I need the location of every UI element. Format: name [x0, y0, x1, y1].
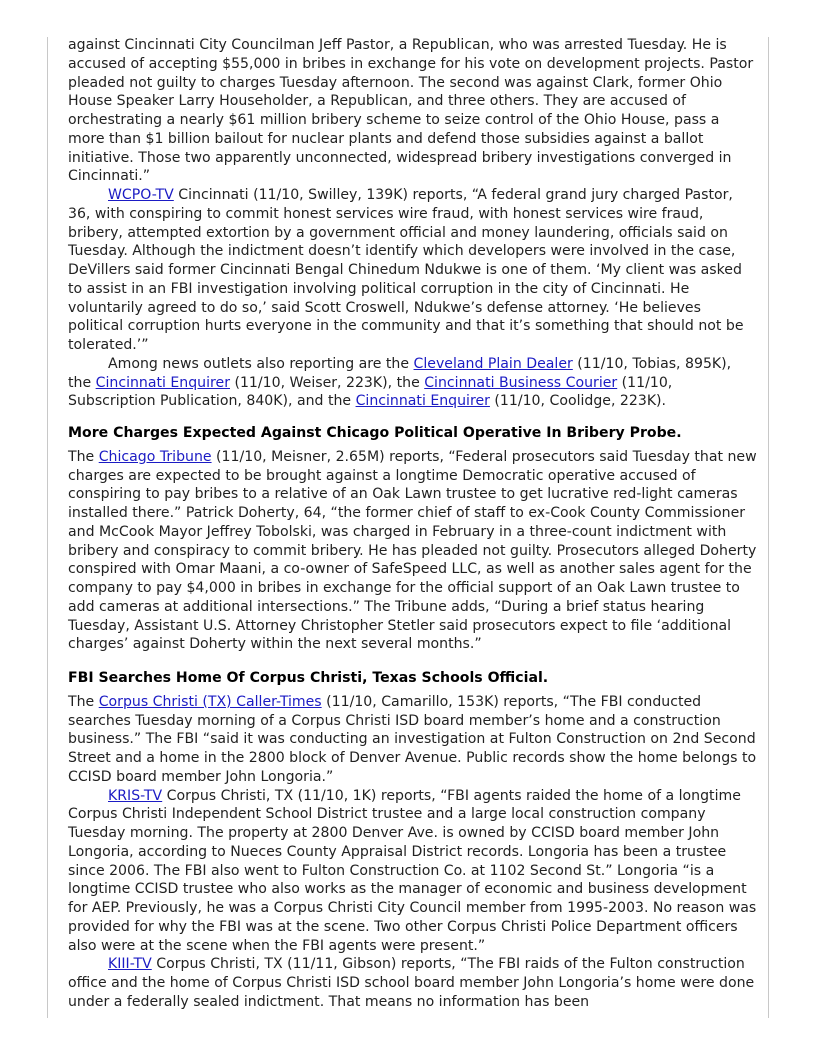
paragraph: KRIS-TV Corpus Christi, TX (11/10, 1K) reports, “FBI agents raided the home of a longtime Corpus Christi Independent School District trustee and a large local construction company Tuesday morning. The property at 2800 Denver Ave. is owned by CCISD board member John Longoria, according to Nueces County Appraisal District records. Longoria has been a trustee since 2006. The FBI also went to Fulton Construction Co. at 1102 Second St.” Longoria “is a longtime CCISD trustee who also works as the manager of economic and business development for AEP. Previously, he was a Corpus Christi City Council member from 1995-2003. No reason was provided for why the FBI was at the scene. Two other Corpus Christi Police Department officers also were at the scene when the FBI agents were present.” — [68, 787, 757, 954]
paragraph: against Cincinnati City Councilman Jeff Pastor, a Republican, who was arrested Tuesday. He is accused of accepting $55,000 in bribes in exchange for his vote on development projects. Pastor pleaded not guilty to charges Tuesday afternoon. The second was against Clark, former Ohio House Speaker Larry Householder, a Republican, and three others. They are accused of orchestrating a nearly $61 million bribery scheme to seize control of the Ohio House, pass a more than $1 billion bailout for nuclear plants and defend those subsidies against a ballot initiative. Those two apparently unconnected, widespread bribery investigations converged in Cincinnati.” — [68, 37, 754, 185]
article-heading-chicago: More Charges Expected Against Chicago Political Operative In Bribery Probe. — [68, 425, 682, 441]
source-link-wcpo-tv[interactable]: WCPO-TV — [108, 187, 174, 203]
paragraph: The Chicago Tribune (11/10, Meisner, 2.65M) reports, “Federal prosecutors said Tuesday that new charges are expected to be brought against a longtime Democratic operative accused of conspiring to pay bribes to a relative of an Oak Lawn trustee to get lucrative red-light cameras installed there.” Patrick Doherty, 64, “the former chief of staff to ex-Cook County Commissioner and McCook Mayor Jeffrey Tobolski, was charged in February in a three-count indictment with bribery and conspiracy to commit bribery. He has pleaded not guilty. Prosecutors alleged Doherty conspired with Omar Maani, a co-owner of SafeSpeed LLC, as well as another sales agent for the company to pay $4,000 in bribes in exchange for the official support of an Oak Lawn trustee to add cameras at additional intersections.” The Tribune adds, “During a brief status hearing Tuesday, Assistant U.S. Attorney Christopher Stetler said prosecutors expect to file ‘additional charges’ against Doherty within the next several months.” — [68, 448, 757, 653]
paragraph: WCPO-TV Cincinnati (11/10, Swilley, 139K) reports, “A federal grand jury charged Pastor, 36, with conspiring to commit honest services wire fraud, with honest services wire fraud, bribery, attempted extortion by a government official and money laundering, officials said on Tuesday. Although the indictment doesn’t identify which developers were involved in the case, DeVillers said former Cincinnati Bengal Chinedum Ndukwe is one of them. ‘My client was asked to assist in an FBI investigation involving political corruption in the city of Cincinnati. He voluntarily agreed to do so,’ said Scott Croswell, Ndukwe’s defense attorney. ‘He believes political corruption hurts everyone in the community and that it’s something that should not be tolerated.’” — [68, 187, 744, 353]
source-link-cleveland-plain-dealer[interactable]: Cleveland Plain Dealer — [413, 355, 573, 372]
source-link-chicago-tribune[interactable]: Chicago Tribune — [98, 448, 212, 465]
source-link-caller-times[interactable]: Corpus Christi (TX) Caller-Times — [98, 693, 322, 710]
source-link-cincinnati-enquirer-2[interactable]: Cincinnati Enquirer — [355, 393, 490, 410]
source-link-kris-tv[interactable]: KRIS-TV — [108, 787, 163, 804]
source-link-cincinnati-business-courier[interactable]: Cincinnati Business Courier — [424, 374, 618, 391]
right-margin-rule — [768, 37, 769, 1018]
paragraph: Among news outlets also reporting are the Cleveland Plain Dealer (11/10, Tobias, 895K), the Cincinnati Enquirer (11/10, Weiser, 223K), the Cincinnati Business Courier (11/10, Subscription Publication, 840K), and the Cincinnati Enquirer (11/10, Coolidge, 223K). — [68, 355, 732, 410]
paragraph: KIII-TV Corpus Christi, TX (11/11, Gibson) reports, “The FBI raids of the Fulton construction office and the home of Corpus Christi ISD school board member John Longoria’s home were done under a federally sealed indictment. That means no information has been — [68, 956, 755, 1010]
document-body — [68, 36, 758, 1012]
paragraph: The Corpus Christi (TX) Caller-Times (11/10, Camarillo, 153K) reports, “The FBI conducted searches Tuesday morning of a Corpus Christi ISD board member’s home and a construction business.” The FBI “said it was conducting an investigation at Fulton Construction on 2nd Second Street and a home in the 2800 block of Denver Avenue. Public records show the home belongs to CCISD board member John Longoria.” — [68, 693, 757, 785]
left-margin-rule — [47, 37, 48, 1018]
source-link-kiii-tv[interactable]: KIII-TV — [108, 956, 152, 973]
source-link-cincinnati-enquirer[interactable]: Cincinnati Enquirer — [95, 374, 230, 391]
article-heading-corpus-christi: FBI Searches Home Of Corpus Christi, Texas Schools Official. — [68, 670, 549, 686]
